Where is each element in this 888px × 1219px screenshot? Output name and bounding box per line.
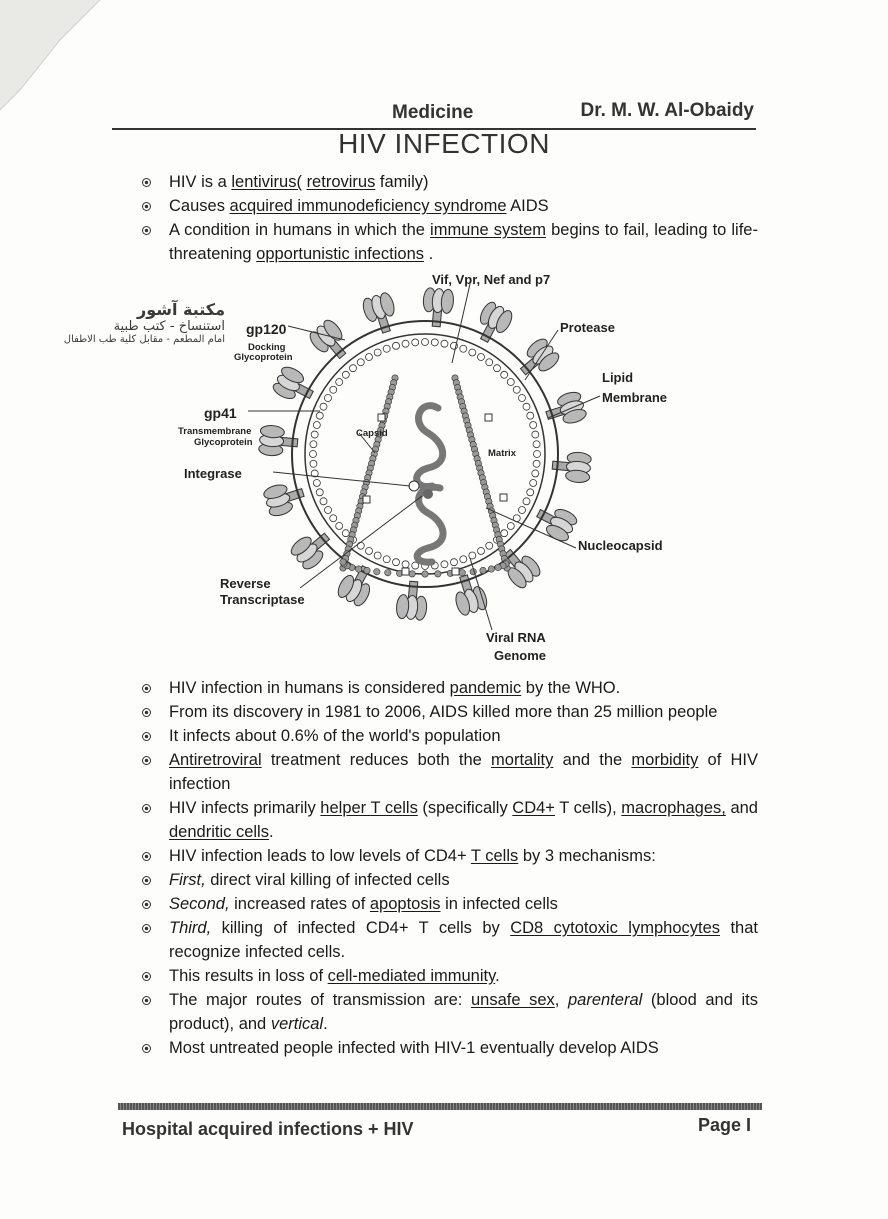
route-label: parenteral xyxy=(567,991,643,1009)
matrix-bead xyxy=(330,515,337,522)
label-gp41-sub: Glycoprotein xyxy=(194,437,253,448)
bullet-item xyxy=(142,916,758,964)
matrix-bead xyxy=(357,542,364,549)
hiv-virion-diagram xyxy=(170,268,710,668)
bullet-text: killing of infected CD4+ T cells by xyxy=(211,919,511,937)
rna-strand xyxy=(417,406,443,487)
matrix-bead xyxy=(486,542,493,549)
header-author: Dr. M. W. Al-Obaidy xyxy=(580,100,754,121)
capsid-bead xyxy=(422,571,428,577)
matrix-bead xyxy=(422,339,429,346)
matrix-bead xyxy=(460,345,467,352)
matrix-bead xyxy=(366,354,373,361)
label-lipid: Lipid xyxy=(602,370,634,385)
matrix-bead xyxy=(316,489,323,496)
bullet-text: AIDS xyxy=(506,197,549,215)
bullet-text: HIV infection in humans is considered xyxy=(169,679,450,697)
capsid-bead xyxy=(488,566,494,572)
integrase-enzyme xyxy=(409,481,419,491)
label-vif: Vif, Vpr, Nef and p7 xyxy=(432,272,551,287)
matrix-bead xyxy=(534,451,541,458)
bullet-icon xyxy=(142,708,151,717)
term-link: CD4+ xyxy=(512,799,555,817)
bullet-text: of HIV infection xyxy=(169,751,759,793)
bullet-icon xyxy=(142,900,151,909)
matrix-bead xyxy=(366,547,373,554)
route-label: vertical xyxy=(270,1015,324,1033)
bullet-text: and the xyxy=(553,751,632,769)
bullet-text: . xyxy=(268,823,274,841)
label-nucleocapsid: Nucleocapsid xyxy=(578,538,663,553)
matrix-bead xyxy=(412,339,419,346)
bullet-text: HIV infects primarily xyxy=(169,799,321,817)
term-link: cell-mediated immunity xyxy=(327,967,496,985)
bullet-text: (blood and its product), and xyxy=(169,991,758,1033)
matrix-bead xyxy=(393,559,400,566)
mechanism-label: Third, xyxy=(169,919,212,937)
term-link: T cells xyxy=(470,847,519,865)
glycoprotein-spike xyxy=(361,291,401,336)
matrix-bead xyxy=(310,441,317,448)
capsid-bead xyxy=(355,566,361,572)
matrix-bead xyxy=(518,395,525,402)
matrix-bead xyxy=(532,470,539,477)
matrix-bead xyxy=(336,522,343,529)
footer-title: Hospital acquired infections + HIV xyxy=(122,1119,414,1139)
term-link: helper T cells xyxy=(320,799,418,817)
capsid-bead xyxy=(364,567,370,573)
footer-rule xyxy=(118,1103,762,1110)
term-link: lentivirus( xyxy=(231,173,302,191)
matrix-bead xyxy=(393,342,400,349)
label-gp120-sub: Docking xyxy=(248,342,286,353)
glycoprotein-spike xyxy=(513,336,561,383)
matrix-particle xyxy=(402,568,409,575)
matrix-bead xyxy=(320,498,327,505)
matrix-bead xyxy=(527,489,534,496)
bullet-icon xyxy=(142,804,151,813)
matrix-bead xyxy=(342,530,349,537)
matrix-bead xyxy=(533,441,540,448)
glycoprotein-spike xyxy=(449,572,489,617)
matrix-bead xyxy=(493,365,500,372)
bullet-text: . xyxy=(323,1015,328,1033)
matrix-bead xyxy=(383,345,390,352)
bullet-text: This results in loss of xyxy=(169,967,328,985)
matrix-bead xyxy=(507,522,514,529)
bullet-text: The major routes of transmission are: xyxy=(169,991,471,1009)
capsid-bead xyxy=(385,569,391,575)
term-link: Antiretroviral xyxy=(169,751,262,769)
matrix-particle xyxy=(485,414,492,421)
matrix-bead xyxy=(441,561,448,568)
capsid-bead xyxy=(495,564,501,570)
page-header xyxy=(112,100,756,130)
facts-bullet-list xyxy=(142,676,758,1060)
matrix-bead xyxy=(431,339,438,346)
matrix-particle xyxy=(363,496,370,503)
bullet-icon xyxy=(142,852,151,861)
bullet-text: begins to fail, leading to life-threatening xyxy=(169,221,758,263)
bullet-icon xyxy=(142,732,151,741)
matrix-bead xyxy=(313,422,320,429)
bullet-text: A condition in humans in which the xyxy=(169,221,431,239)
term-link: morbidity xyxy=(631,751,699,769)
label-membrane: Membrane xyxy=(602,390,668,405)
term-link: macrophages, xyxy=(621,799,726,817)
bullet-item xyxy=(142,700,758,724)
bullet-text: HIV is a xyxy=(169,173,232,191)
label-transcriptase: Transcriptase xyxy=(220,592,305,607)
bullet-icon xyxy=(142,178,151,187)
label-viral-rna: Viral RNA xyxy=(486,630,546,645)
matrix-bead xyxy=(350,365,357,372)
matrix-bead xyxy=(441,340,448,347)
matrix-bead xyxy=(507,379,514,386)
bullet-icon xyxy=(142,996,151,1005)
matrix-bead xyxy=(316,412,323,419)
page-number: Page I xyxy=(698,1115,752,1135)
matrix-bead xyxy=(527,412,534,419)
matrix-bead xyxy=(469,349,476,356)
matrix-bead xyxy=(310,451,317,458)
label-genome: Genome xyxy=(494,648,547,663)
bullet-icon xyxy=(142,226,151,235)
bullet-icon xyxy=(142,202,151,211)
label-gp120: gp120 xyxy=(246,321,287,337)
bullet-item xyxy=(142,796,758,844)
bullet-item xyxy=(142,170,758,194)
glycoprotein-spike xyxy=(307,317,354,365)
matrix-bead xyxy=(530,479,537,486)
matrix-bead xyxy=(501,371,508,378)
matrix-bead xyxy=(469,552,476,559)
bullet-text: From its discovery in 1981 to 2006, AIDS killed more than 25 million people xyxy=(169,703,718,721)
capsid-bead xyxy=(435,571,441,577)
matrix-bead xyxy=(523,498,530,505)
bullet-text: , xyxy=(554,991,568,1009)
pointer-lines xyxy=(248,284,600,630)
bullet-text: in infected cells xyxy=(440,895,558,913)
matrix-particle xyxy=(378,414,385,421)
bullet-text: T cells), xyxy=(554,799,622,817)
bullet-text: by 3 mechanisms: xyxy=(518,847,656,865)
matrix-bead xyxy=(342,371,349,378)
label-matrix: Matrix xyxy=(488,448,516,459)
matrix-bead xyxy=(523,403,530,410)
matrix-bead xyxy=(450,559,457,566)
capsid-bead xyxy=(459,569,465,575)
label-capsid: Capsid xyxy=(356,428,388,439)
bullet-text: . xyxy=(424,245,434,263)
matrix-bead xyxy=(383,556,390,563)
matrix-bead xyxy=(311,431,318,438)
bullet-item xyxy=(142,988,758,1036)
bullet-text: by the WHO. xyxy=(521,679,621,697)
stamp-line: امام المطعم - مقابل كلية طب الاطفال xyxy=(63,334,225,345)
matrix-bead xyxy=(532,431,539,438)
bullet-icon xyxy=(142,1044,151,1053)
bullet-text: family) xyxy=(375,173,429,191)
bullet-text: and xyxy=(725,799,758,817)
bullet-item xyxy=(142,218,758,266)
label-reverse: Reverse xyxy=(220,576,271,591)
bullet-icon xyxy=(142,876,151,885)
capsid-bead xyxy=(409,571,415,577)
matrix-bead xyxy=(513,386,520,393)
matrix-bead xyxy=(374,552,381,559)
bullet-item xyxy=(142,844,758,868)
stamp-line: استنساخ - كتب طبية xyxy=(113,319,225,334)
matrix-bead xyxy=(320,403,327,410)
bullet-item xyxy=(142,194,758,218)
matrix-bead xyxy=(533,460,540,467)
bullet-text: (specifically xyxy=(417,799,513,817)
stamp-line: مكتبة آشور xyxy=(136,300,225,319)
matrix-bead xyxy=(518,507,525,514)
bullet-text: . xyxy=(495,967,500,985)
bullet-text: It infects about 0.6% of the world's population xyxy=(169,727,501,745)
label-gp120-sub: Glycoprotein xyxy=(234,352,293,363)
matrix-bead xyxy=(325,395,332,402)
matrix-bead xyxy=(325,507,332,514)
term-link: CD8 cytotoxic lymphocytes xyxy=(510,919,721,937)
bullet-text: treatment reduces both the xyxy=(261,751,492,769)
matrix-bead xyxy=(402,340,409,347)
matrix-bead xyxy=(374,349,381,356)
matrix-bead xyxy=(501,530,508,537)
page-title: HIV INFECTION xyxy=(338,128,550,159)
bullet-icon xyxy=(142,756,151,765)
matrix-particle xyxy=(500,494,507,501)
bullet-text: HIV infection leads to low levels of CD4+ xyxy=(169,847,471,865)
bullet-item xyxy=(142,964,758,988)
matrix-bead xyxy=(486,359,493,366)
intro-bullet-list xyxy=(142,170,758,266)
term-link: dendritic cells xyxy=(169,823,269,841)
matrix-bead xyxy=(336,379,343,386)
matrix-bead xyxy=(357,359,364,366)
bullet-item xyxy=(142,868,758,892)
label-gp41-sub: Transmembrane xyxy=(178,426,252,437)
term-link: retrovirus xyxy=(306,173,376,191)
term-link: opportunistic infections xyxy=(256,245,425,263)
bullet-icon xyxy=(142,684,151,693)
capsid-bead xyxy=(374,569,380,575)
bullet-item xyxy=(142,676,758,700)
bullet-text: increased rates of xyxy=(229,895,370,913)
bullet-icon xyxy=(142,924,151,933)
term-link: pandemic xyxy=(449,679,522,697)
term-link: apoptosis xyxy=(369,895,441,913)
matrix-bead xyxy=(330,386,337,393)
glycoprotein-spike xyxy=(262,478,307,518)
matrix-bead xyxy=(460,556,467,563)
capsid-bead xyxy=(480,567,486,573)
bullet-item xyxy=(142,892,758,916)
matrix-particle xyxy=(452,568,459,575)
reverse-transcriptase-enzyme xyxy=(423,489,433,499)
term-link: immune system xyxy=(430,221,547,239)
term-link: acquired immunodeficiency syndrome xyxy=(229,197,507,215)
bullet-text: Causes xyxy=(169,197,230,215)
mechanism-label: Second, xyxy=(169,895,230,913)
glycoprotein-spike xyxy=(288,525,336,572)
matrix-bead xyxy=(313,479,320,486)
matrix-bead xyxy=(402,561,409,568)
label-protease: Protease xyxy=(560,320,615,335)
matrix-bead xyxy=(478,547,485,554)
bullet-text: Most untreated people infected with HIV-1 eventually develop AIDS xyxy=(169,1039,659,1057)
bullet-item xyxy=(142,724,758,748)
mechanism-label: First, xyxy=(169,871,206,889)
matrix-bead xyxy=(478,354,485,361)
header-subject: Medicine xyxy=(392,102,474,123)
bullet-icon xyxy=(142,972,151,981)
matrix-bead xyxy=(530,422,537,429)
label-gp41: gp41 xyxy=(204,405,237,421)
capsid-bead xyxy=(340,559,346,565)
bullet-text: that recognize infected cells. xyxy=(169,919,758,961)
bullet-item xyxy=(142,748,758,796)
bullet-text: direct viral killing of infected cells xyxy=(205,871,450,889)
term-link: unsafe sex xyxy=(470,991,555,1009)
term-link: mortality xyxy=(491,751,554,769)
glycoprotein-spike xyxy=(543,390,588,430)
matrix-bead xyxy=(310,460,317,467)
label-integrase: Integrase xyxy=(184,466,242,481)
bullet-item xyxy=(142,1036,758,1060)
